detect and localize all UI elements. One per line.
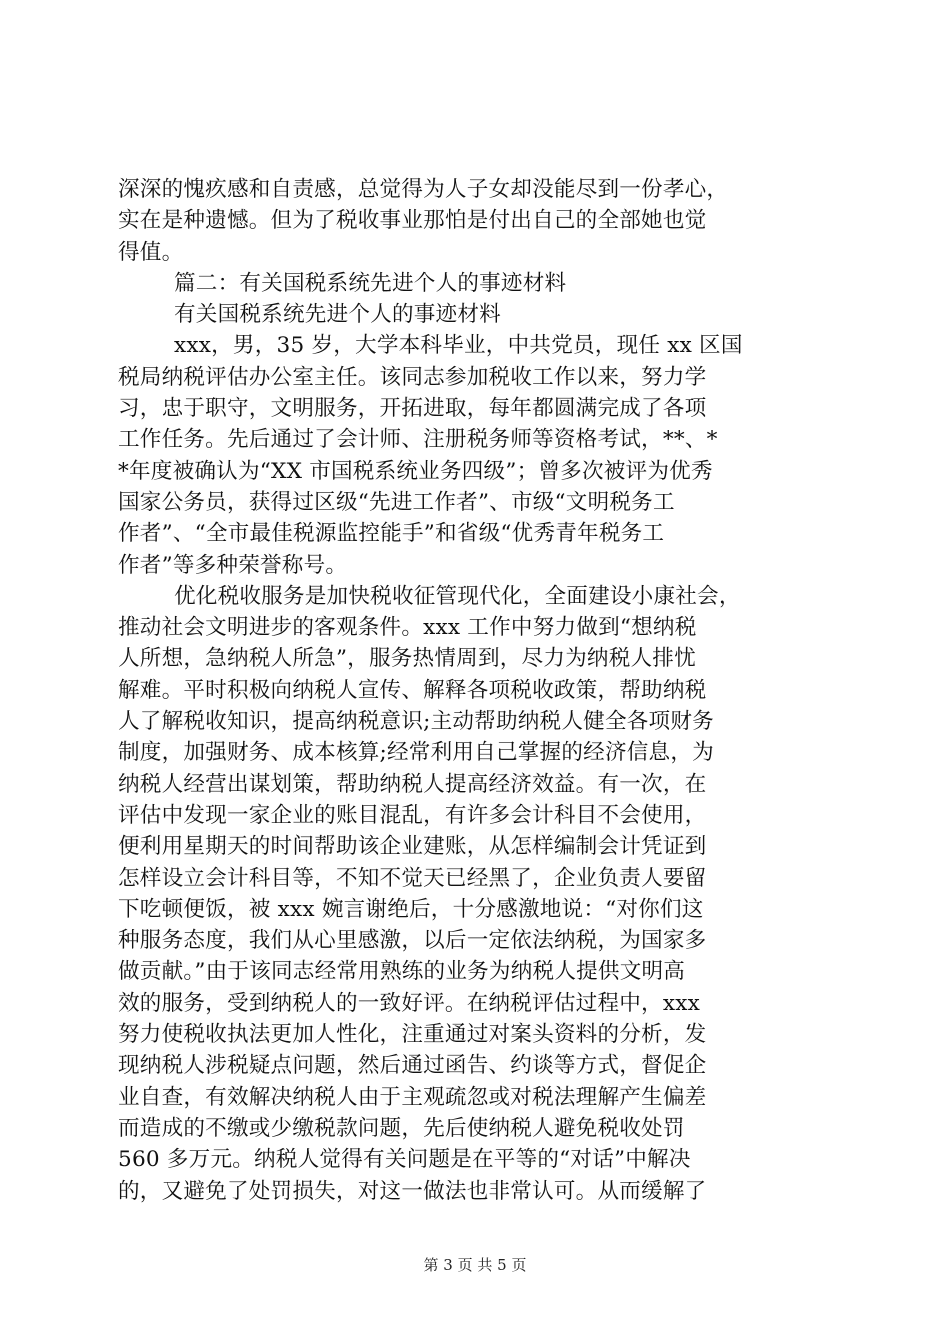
text-line: 优化税收服务是加快税收征管现代化，全面建设小康社会，	[174, 583, 741, 609]
text-line: 560 多万元。纳税人觉得有关问题是在平等的“对话”中解决	[118, 1147, 691, 1173]
text-line: 深深的愧疚感和自责感，总觉得为人子女却没能尽到一份孝心，	[118, 177, 729, 202]
text-line: 税局纳税评估办公室主任。该同志参加税收工作以来，努力学	[118, 364, 707, 390]
text-line: 制度，加强财务、成本核算;经常利用自己掌握的经济信息，为	[118, 740, 714, 766]
text-line: 效的服务，受到纳税人的一致好评。在纳税评估过程中，xxx	[118, 990, 700, 1016]
section-heading: 篇二：有关国税系统先进个人的事迹材料	[174, 270, 567, 296]
document-body	[118, 174, 828, 1207]
text-line: 便利用星期天的时间帮助该企业建账，从怎样编制会计凭证到	[118, 834, 707, 860]
text-line: 作者”、“全市最佳税源监控能手”和省级“优秀青年税务工	[118, 521, 665, 547]
text-line: 努力使税收执法更加人性化，注重通过对案头资料的分析，发	[118, 1022, 707, 1048]
document-title: 有关国税系统先进个人的事迹材料	[174, 302, 501, 328]
text-line: 人所想，急纳税人所急”，服务热情周到，尽力为纳税人排忧	[118, 646, 696, 672]
text-line: 得值。	[118, 239, 184, 265]
text-line: 纳税人经营出谋划策，帮助纳税人提高经济效益。有一次，在	[118, 771, 707, 797]
text-line: 推动社会文明进步的客观条件。xxx 工作中努力做到“想纳税	[118, 615, 697, 641]
text-line: 作者”等多种荣誉称号。	[118, 552, 348, 578]
text-line: 怎样设立会计科目等，不知不觉天已经黑了，企业负责人要留	[118, 865, 707, 891]
text-line: xxx，男，35 岁，大学本科毕业，中共党员，现任 xx 区国	[174, 333, 743, 359]
text-line: 做贡献。”由于该同志经常用熟练的业务为纳税人提供文明高	[118, 959, 686, 985]
text-line: 解难。平时积极向纳税人宣传、解释各项税收政策，帮助纳税	[118, 677, 707, 703]
page-number-footer: 第 3 页 共 5 页	[423, 1256, 527, 1274]
text-line: 而造成的不缴或少缴税款问题，先后使纳税人避免税收处罚	[118, 1115, 685, 1141]
text-line: 工作任务。先后通过了会计师、注册税务师等资格考试，**、*	[118, 427, 718, 453]
text-line: 业自查，有效解决纳税人由于主观疏忽或对税法理解产生偏差	[118, 1084, 707, 1110]
text-line: 的，又避免了处罚损失，对这一做法也非常认可。从而缓解了	[118, 1178, 707, 1204]
text-line: 人了解税收知识，提高纳税意识;主动帮助纳税人健全各项财务	[118, 709, 714, 735]
text-line: 种服务态度，我们从心里感激，以后一定依法纳税，为国家多	[118, 928, 707, 954]
text-line: 习，忠于职守，文明服务，开拓进取，每年都圆满完成了各项	[118, 396, 707, 422]
text-line: 评估中发现一家企业的账目混乱，有许多会计科目不会使用，	[118, 802, 707, 828]
text-line: *年度被确认为“XX 市国税系统业务四级”；曾多次被评为优秀	[118, 458, 713, 484]
text-line: 实在是种遗憾。但为了税收事业那怕是付出自己的全部她也觉	[118, 208, 707, 234]
text-line: 国家公务员，获得过区级“先进工作者”、市级“文明税务工	[118, 489, 675, 515]
text-line: 下吃顿便饭，被 xxx 婉言谢绝后，十分感激地说：“对你们这	[118, 896, 704, 922]
text-line: 现纳税人涉税疑点问题，然后通过函告、约谈等方式，督促企	[118, 1053, 707, 1079]
